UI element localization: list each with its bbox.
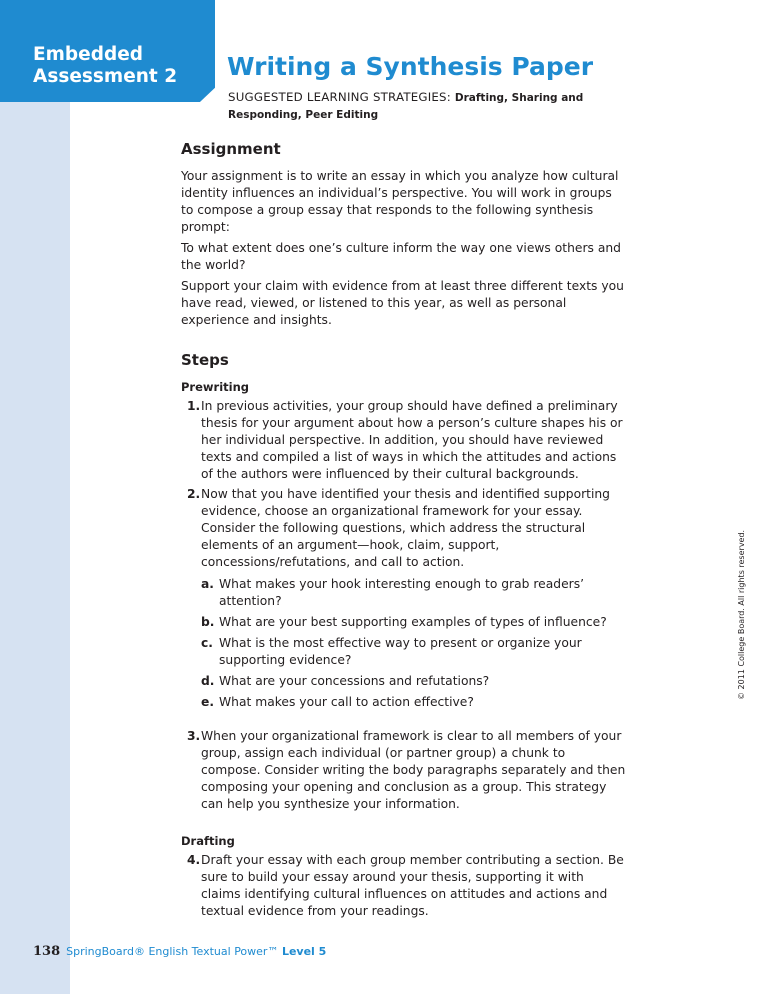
step-number: 4.: [187, 853, 201, 867]
prewriting-list: [181, 398, 626, 813]
step-item: [181, 852, 626, 920]
drafting-list: [181, 852, 626, 920]
assessment-label-line1: Embedded: [33, 44, 143, 65]
footer-brand: SpringBoard® English Textual Power™: [66, 945, 282, 958]
step-item: [181, 728, 626, 813]
assignment-paragraph: Support your claim with evidence from at least three different texts you have read, viewed, or listened to this year, as well as personal experience and insights.: [181, 279, 624, 327]
side-stripe: [0, 0, 70, 994]
question-text: What is the most effective way to present or organize your supporting evidence?: [219, 636, 582, 667]
question-letter: a.: [201, 577, 214, 591]
question-letter: e.: [201, 695, 215, 709]
page-title: Writing a Synthesis Paper: [227, 52, 594, 81]
step-number: 1.: [187, 399, 201, 413]
page-number: 138: [33, 944, 61, 959]
step-item: [181, 398, 626, 483]
question-item: [201, 673, 626, 690]
assessment-label-line2: Assessment 2: [33, 66, 178, 87]
assignment-paragraph: Your assignment is to write an essay in which you analyze how cultural identity influences an individual’s perspective. You will work in groups to compose a group essay that responds to the following synthesis prompt:: [181, 169, 619, 234]
footer-level: Level 5: [281, 945, 327, 958]
step-text: When your organizational framework is clear to all members of your group, assign each individual (or partner group) a chunk to compose. Consider writing the body paragraphs separately and then composing your opening and conclusion as a group. This strategy can help you synthesize your information.: [201, 729, 626, 811]
page-footer: [33, 944, 326, 959]
assignment-section: [181, 140, 626, 329]
question-text: What makes your call to action effective?: [219, 695, 474, 709]
copyright-notice: © 2011 College Board. All rights reserved.: [737, 529, 746, 700]
step-text: Now that you have identified your thesis and identified supporting evidence, choose an organizational framework for your essay. Consider the following questions, which address the structural elements of an argument—hook, claim, support, concessions/refutations, and call to action.: [201, 487, 610, 569]
question-text: What makes your hook interesting enough to grab readers’ attention?: [219, 577, 585, 608]
question-item: [201, 576, 626, 610]
assignment-heading: Assignment: [181, 140, 281, 158]
prewriting-heading: Prewriting: [181, 380, 249, 394]
main-content: [181, 140, 626, 920]
question-item: [201, 614, 626, 631]
question-letter: c.: [201, 636, 213, 650]
drafting-heading: Drafting: [181, 834, 235, 848]
question-list: [201, 576, 626, 711]
question-text: What are your best supporting examples of types of influence?: [219, 615, 607, 629]
strategies-value: Drafting, Sharing and Responding, Peer Editing: [228, 92, 584, 121]
question-item: [201, 694, 626, 711]
strategies-label: SUGGESTED LEARNING STRATEGIES:: [228, 90, 455, 104]
question-text: What are your concessions and refutations?: [219, 674, 490, 688]
learning-strategies: [228, 89, 628, 123]
question-letter: b.: [201, 615, 215, 629]
step-text: Draft your essay with each group member contributing a section. Be sure to build your essay around your thesis, supporting it with claims identifying cultural influences on attitudes and actions and textual evidence from your readings.: [201, 853, 624, 918]
step-number: 3.: [187, 729, 201, 743]
step-number: 2.: [187, 487, 201, 501]
steps-heading: Steps: [181, 351, 229, 369]
question-letter: d.: [201, 674, 215, 688]
step-text: In previous activities, your group should have defined a preliminary thesis for your argument about how a person’s culture shapes his or her individual perspective. In addition, you should have reviewed texts and compiled a list of ways in which the attitudes and actions of the authors were influenced by their cultural backgrounds.: [201, 399, 623, 481]
step-item: [181, 486, 626, 711]
assignment-prompt: To what extent does one’s culture inform the way one views others and the world?: [181, 241, 621, 272]
question-item: [201, 635, 626, 669]
steps-section: [181, 351, 626, 920]
assessment-label: [33, 44, 177, 88]
